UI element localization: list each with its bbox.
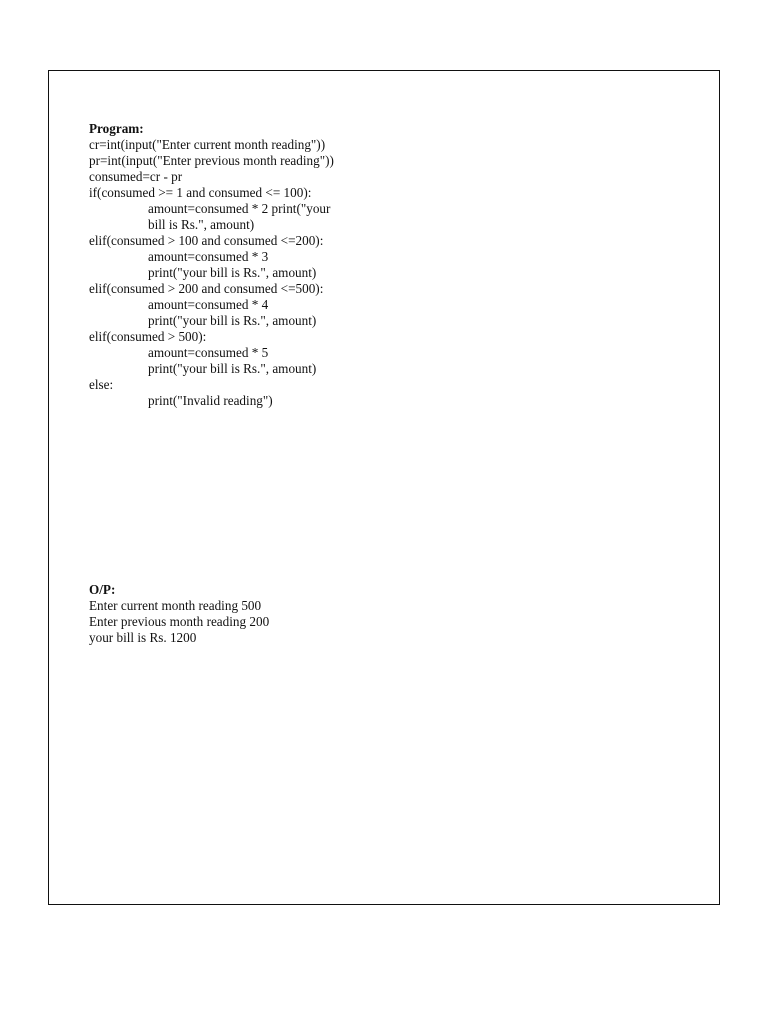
code-line: amount=consumed * 2 print("your [148,201,331,216]
output-line: Enter current month reading 500 [89,598,262,613]
code-line: print("Invalid reading") [148,393,273,408]
code-line: consumed=cr - pr [89,169,183,184]
output-section [89,582,269,646]
output-heading: O/P: [89,582,116,597]
code-line: pr=int(input("Enter previous month reading")) [89,153,334,168]
code-line: cr=int(input("Enter current month reading")) [89,137,326,152]
code-line: print("your bill is Rs.", amount) [148,361,317,376]
code-line: bill is Rs.", amount) [148,217,255,232]
code-line: if(consumed >= 1 and consumed <= 100): [89,185,312,200]
code-line: amount=consumed * 5 [148,345,269,360]
program-section [89,121,334,409]
output-line: Enter previous month reading 200 [89,614,270,629]
code-line: else: [89,377,114,392]
code-line: elif(consumed > 500): [89,329,207,344]
output-line: your bill is Rs. 1200 [89,630,197,645]
document-page [48,70,720,905]
code-line: amount=consumed * 3 [148,249,269,264]
code-line: elif(consumed > 200 and consumed <=500): [89,281,324,296]
program-heading: Program: [89,121,144,136]
code-line: amount=consumed * 4 [148,297,269,312]
code-line: print("your bill is Rs.", amount) [148,265,317,280]
code-line: elif(consumed > 100 and consumed <=200): [89,233,324,248]
code-line: print("your bill is Rs.", amount) [148,313,317,328]
